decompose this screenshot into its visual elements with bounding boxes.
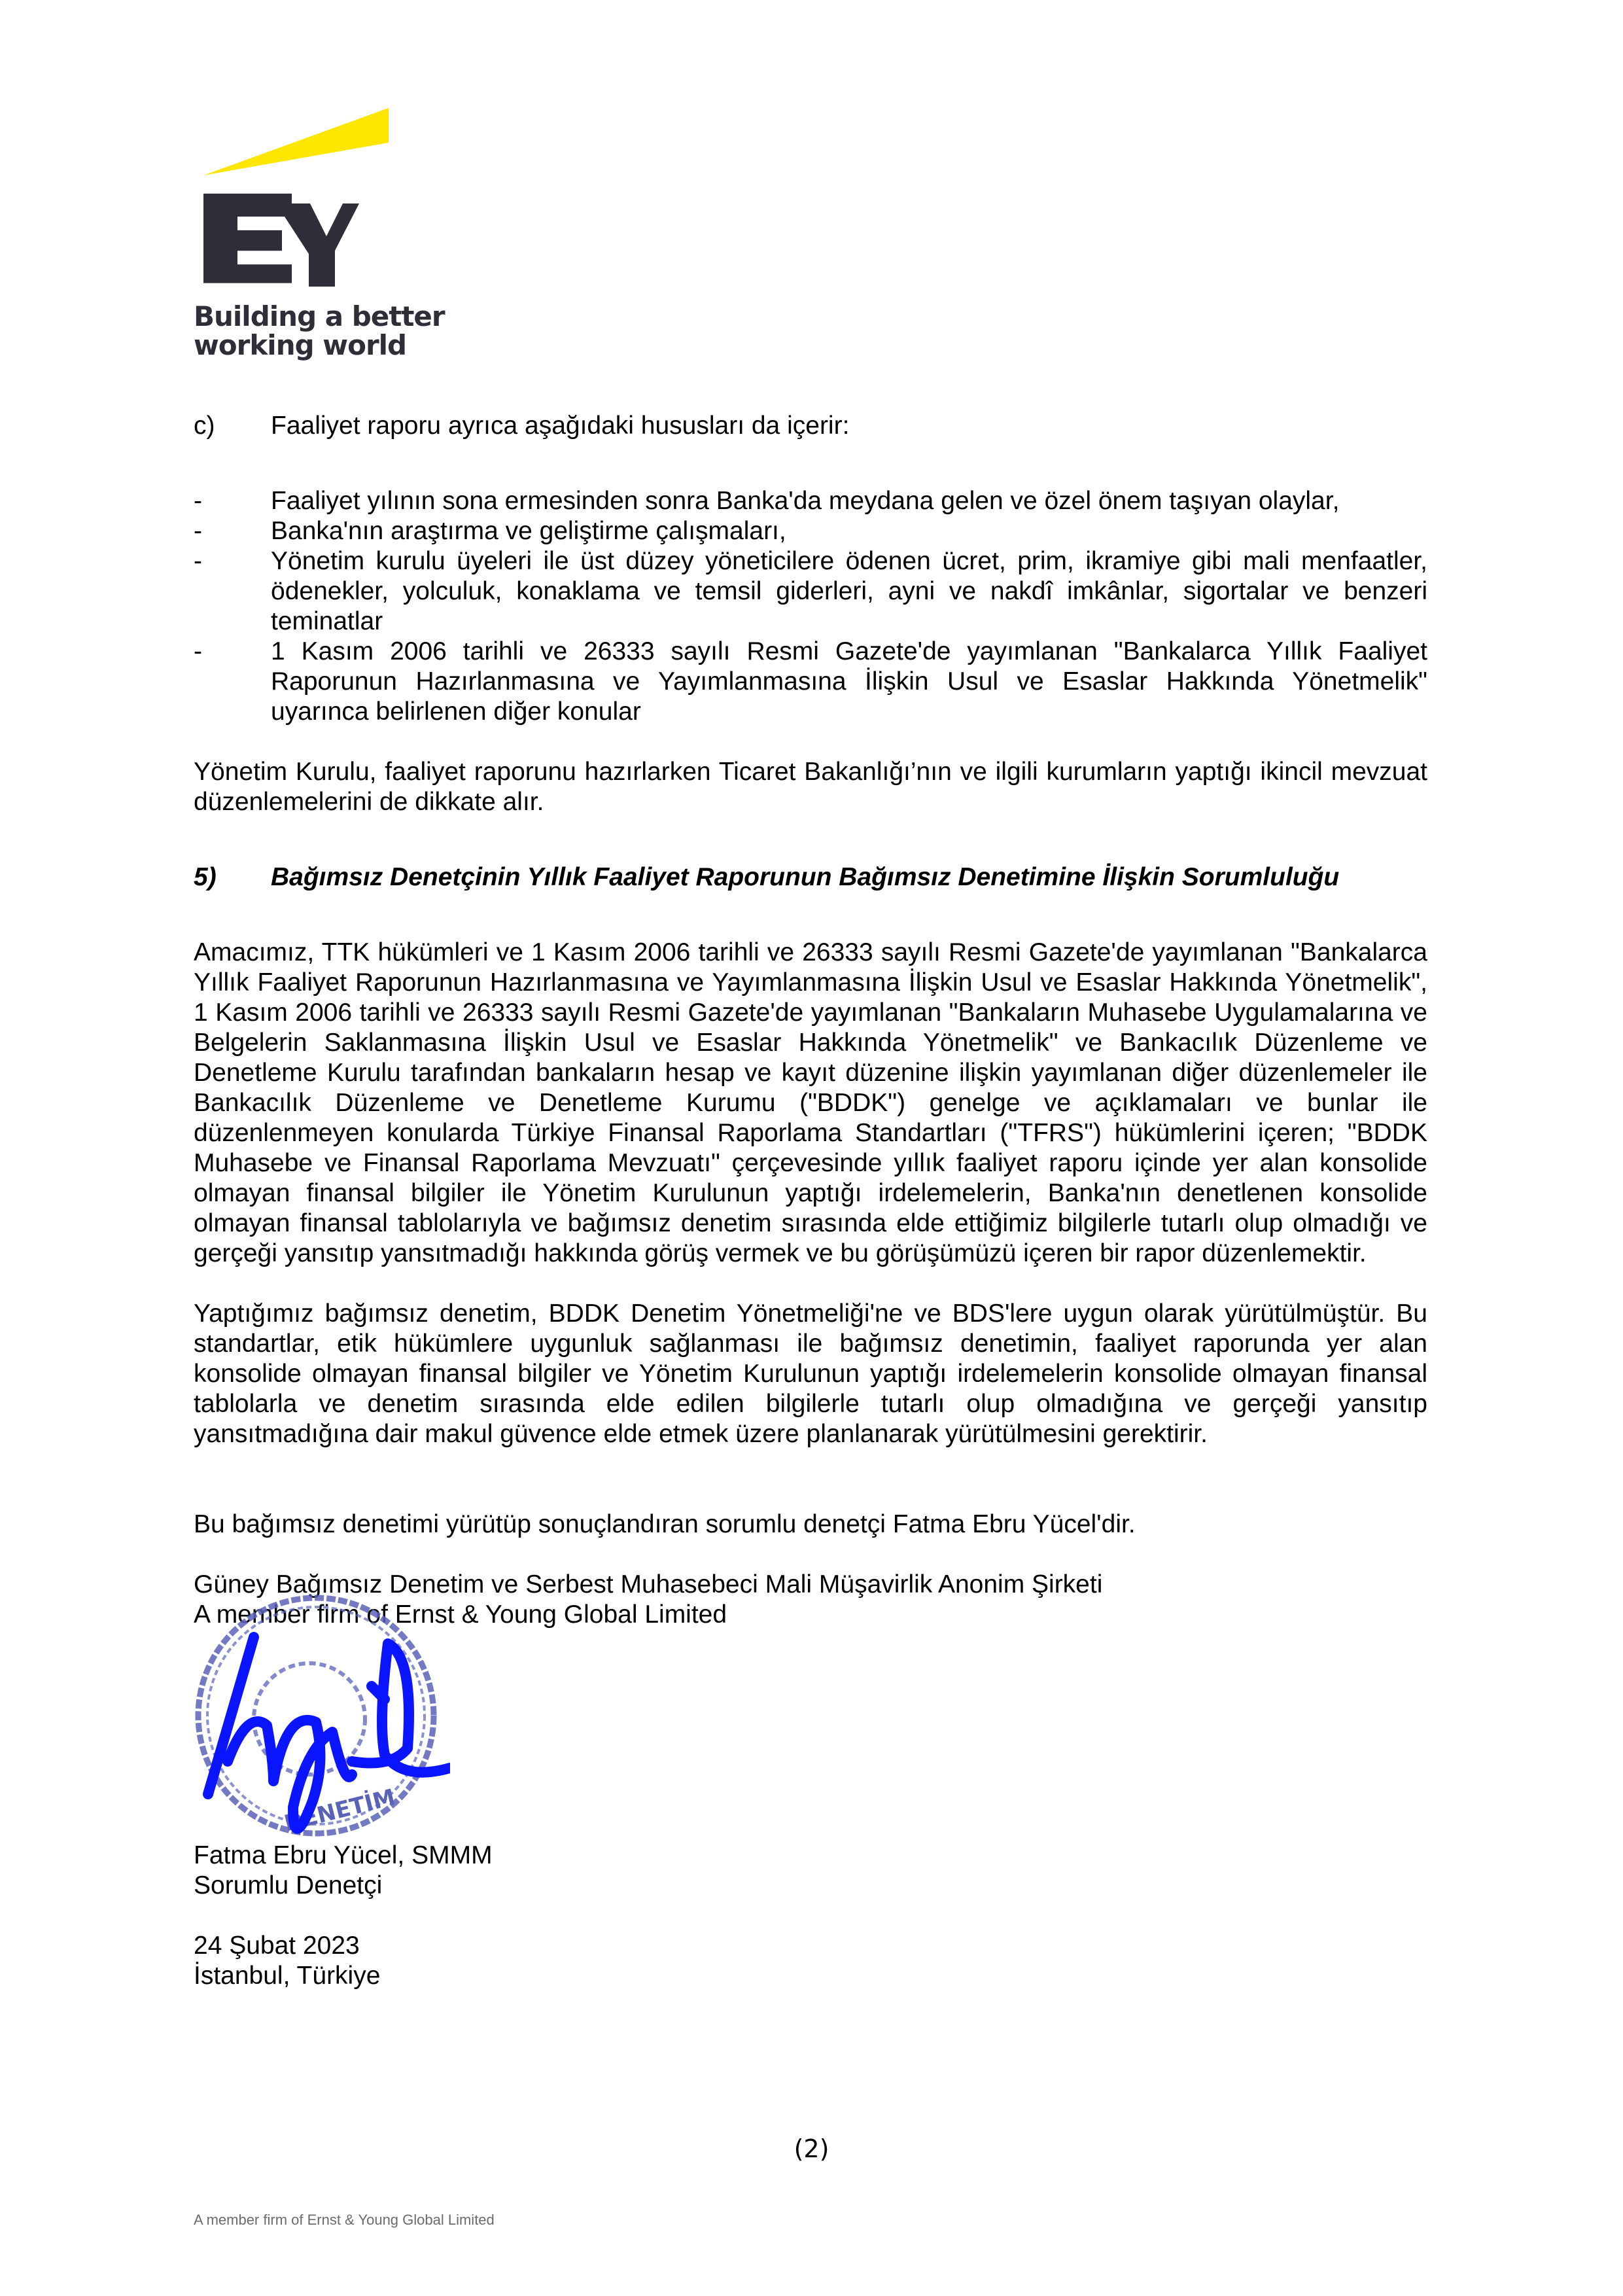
list-item-text: 1 Kasım 2006 tarihli ve 26333 sayılı Resmi Gazete'de yayımlanan "Bankalarca Yıllık Faaliyet Raporunun Hazırlanmasına ve Yayımlanmasına İlişkin Usul ve Esaslar Hakkında Yönetmelik" uyarınca belirlenen diğer konular (271, 637, 1427, 726)
bullet-dash: - (194, 637, 202, 665)
list-item-text: Yönetim kurulu üyeleri ile üst düzey yöneticilere ödenen ücret, prim, ikramiye gibi mali menfaatler, ödenekler, yolculuk, konaklama ve temsil giderleri, ayni ve nakdî imkânlar, sigortalar ve benzeri teminatlar (271, 547, 1427, 635)
list-item (194, 546, 1427, 637)
stamp-seal-icon (175, 1591, 450, 1853)
tagline-line-1: Building a better (194, 300, 445, 332)
section-c-intro (194, 411, 1427, 441)
bullet-dash: - (194, 547, 202, 575)
list-item-text: Banka'nın araştırma ve geliştirme çalışmaları, (271, 517, 786, 545)
section-5-paragraph-2: Yaptığımız bağımsız denetim, BDDK Denetim Yönetmeliği'ne ve BDS'lere uygun olarak yürütülmüştür. Bu standartlar, etik hükümlere uygunluk sağlanması ile bağımsız denetimin, faaliyet raporunda yer alan konsolide olmayan finansal bilgiler ve Yönetim Kurulunun yaptığı irdelemelerin konsolide olmayan finansal tablolarla ve denetim sırasında elde edilen bilgilerle tutarlı olup olmadığına ve gerçeği yansıtıp yansıtmadığına dair makul güvence elde etmek üzere planlanarak yürütülmesini gerektirir. (194, 1299, 1427, 1448)
tagline (194, 302, 445, 360)
responsible-auditor-statement: Bu bağımsız denetimi yürütüp sonuçlandıran sorumlu denetçi Fatma Ebru Yücel'dir. (194, 1510, 1136, 1538)
section-c-list (194, 486, 1427, 727)
signer-name: Fatma Ebru Yücel, SMMM (194, 1841, 493, 1869)
company-stamp-and-signature (175, 1591, 450, 1853)
firm-member-line: A member firm of Ernst & Young Global Limited (194, 1600, 727, 1629)
section-c-intro-text: Faaliyet raporu ayrıca aşağıdaki hususları da içerir: (271, 412, 850, 440)
section-5-title: Bağımsız Denetçinin Yıllık Faaliyet Raporunun Bağımsız Denetimine İlişkin Sorumluluğu (271, 863, 1340, 891)
bullet-dash: - (194, 517, 202, 545)
report-place: İstanbul, Türkiye (194, 1962, 381, 1990)
list-item (194, 516, 1427, 546)
firm-name: Güney Bağımsız Denetim ve Serbest Muhasebeci Mali Müşavirlik Anonim Şirketi (194, 1570, 1103, 1598)
bullet-dash: - (194, 487, 202, 515)
section-5-heading (194, 862, 1427, 892)
tagline-line-2: working world (194, 329, 407, 361)
report-date: 24 Şubat 2023 (194, 1932, 360, 1960)
section-c-closing: Yönetim Kurulu, faaliyet raporunu hazırlarken Ticaret Bakanlığı’nın ve ilgili kurumların yaptığı ikincil mevzuat düzenlemelerini de dikkate alır. (194, 758, 1427, 816)
signer-title: Sorumlu Denetçi (194, 1871, 383, 1899)
page-number: (2) (794, 2134, 829, 2163)
section-c-marker: c) (194, 412, 215, 440)
list-item (194, 486, 1427, 516)
ey-logo-mark-icon (194, 97, 442, 293)
svg-text:DENETİM: DENETİM (281, 1784, 398, 1837)
footer-text: A member firm of Ernst & Young Global Limited (194, 2212, 495, 2228)
list-item (194, 637, 1427, 727)
section-5-paragraph-1: Amacımız, TTK hükümleri ve 1 Kasım 2006 tarihli ve 26333 sayılı Resmi Gazete'de yayımlanan "Bankalarca Yıllık Faaliyet Raporunun Hazırlanmasına ve Yayımlanmasına İlişkin Usul ve Esaslar Hakkında Yönetmelik", 1 Kasım 2006 tarihli ve 26333 sayılı Resmi Gazete'de yayımlanan "Bankaların Muhasebe Uygulamalarına ve Belgelerin Saklanmasına İlişkin Usul ve Esaslar Hakkında Yönetmelik" ve Bankacılık Düzenleme ve Denetleme Kurulu tarafından bankaların hesap ve kayıt düzenine ilişkin yayımlanan diğer düzenlemeler ile Bankacılık Düzenleme ve Denetleme Kurumu ("BDDK") genelge ve açıklamaları ve bunlar ile düzenlenmeyen konularda Türkiye Finansal Raporlama Standartları ("TFRS") hükümlerini içeren; "BDDK Muhasebe ve Finansal Raporlama Mevzuatı" çerçevesinde yıllık faaliyet raporu içinde yer alan konsolide olmayan finansal bilgiler ile Yönetim Kurulunun yaptığı irdelemelerin, Banka'nın denetlenen konsolide olmayan finansal tablolarıyla ve bağımsız denetim sırasında elde ettiğimiz bilgilerle tutarlı olup olmadığı ve gerçeği yansıtıp yansıtmadığı hakkında görüş vermek ve bu görüşümüzü içeren bir rapor düzenlemektir. (194, 938, 1427, 1267)
list-item-text: Faaliyet yılının sona ermesinden sonra Banka'da meydana gelen ve özel önem taşıyan olaylar, (271, 487, 1340, 515)
section-5-marker: 5) (194, 863, 217, 891)
